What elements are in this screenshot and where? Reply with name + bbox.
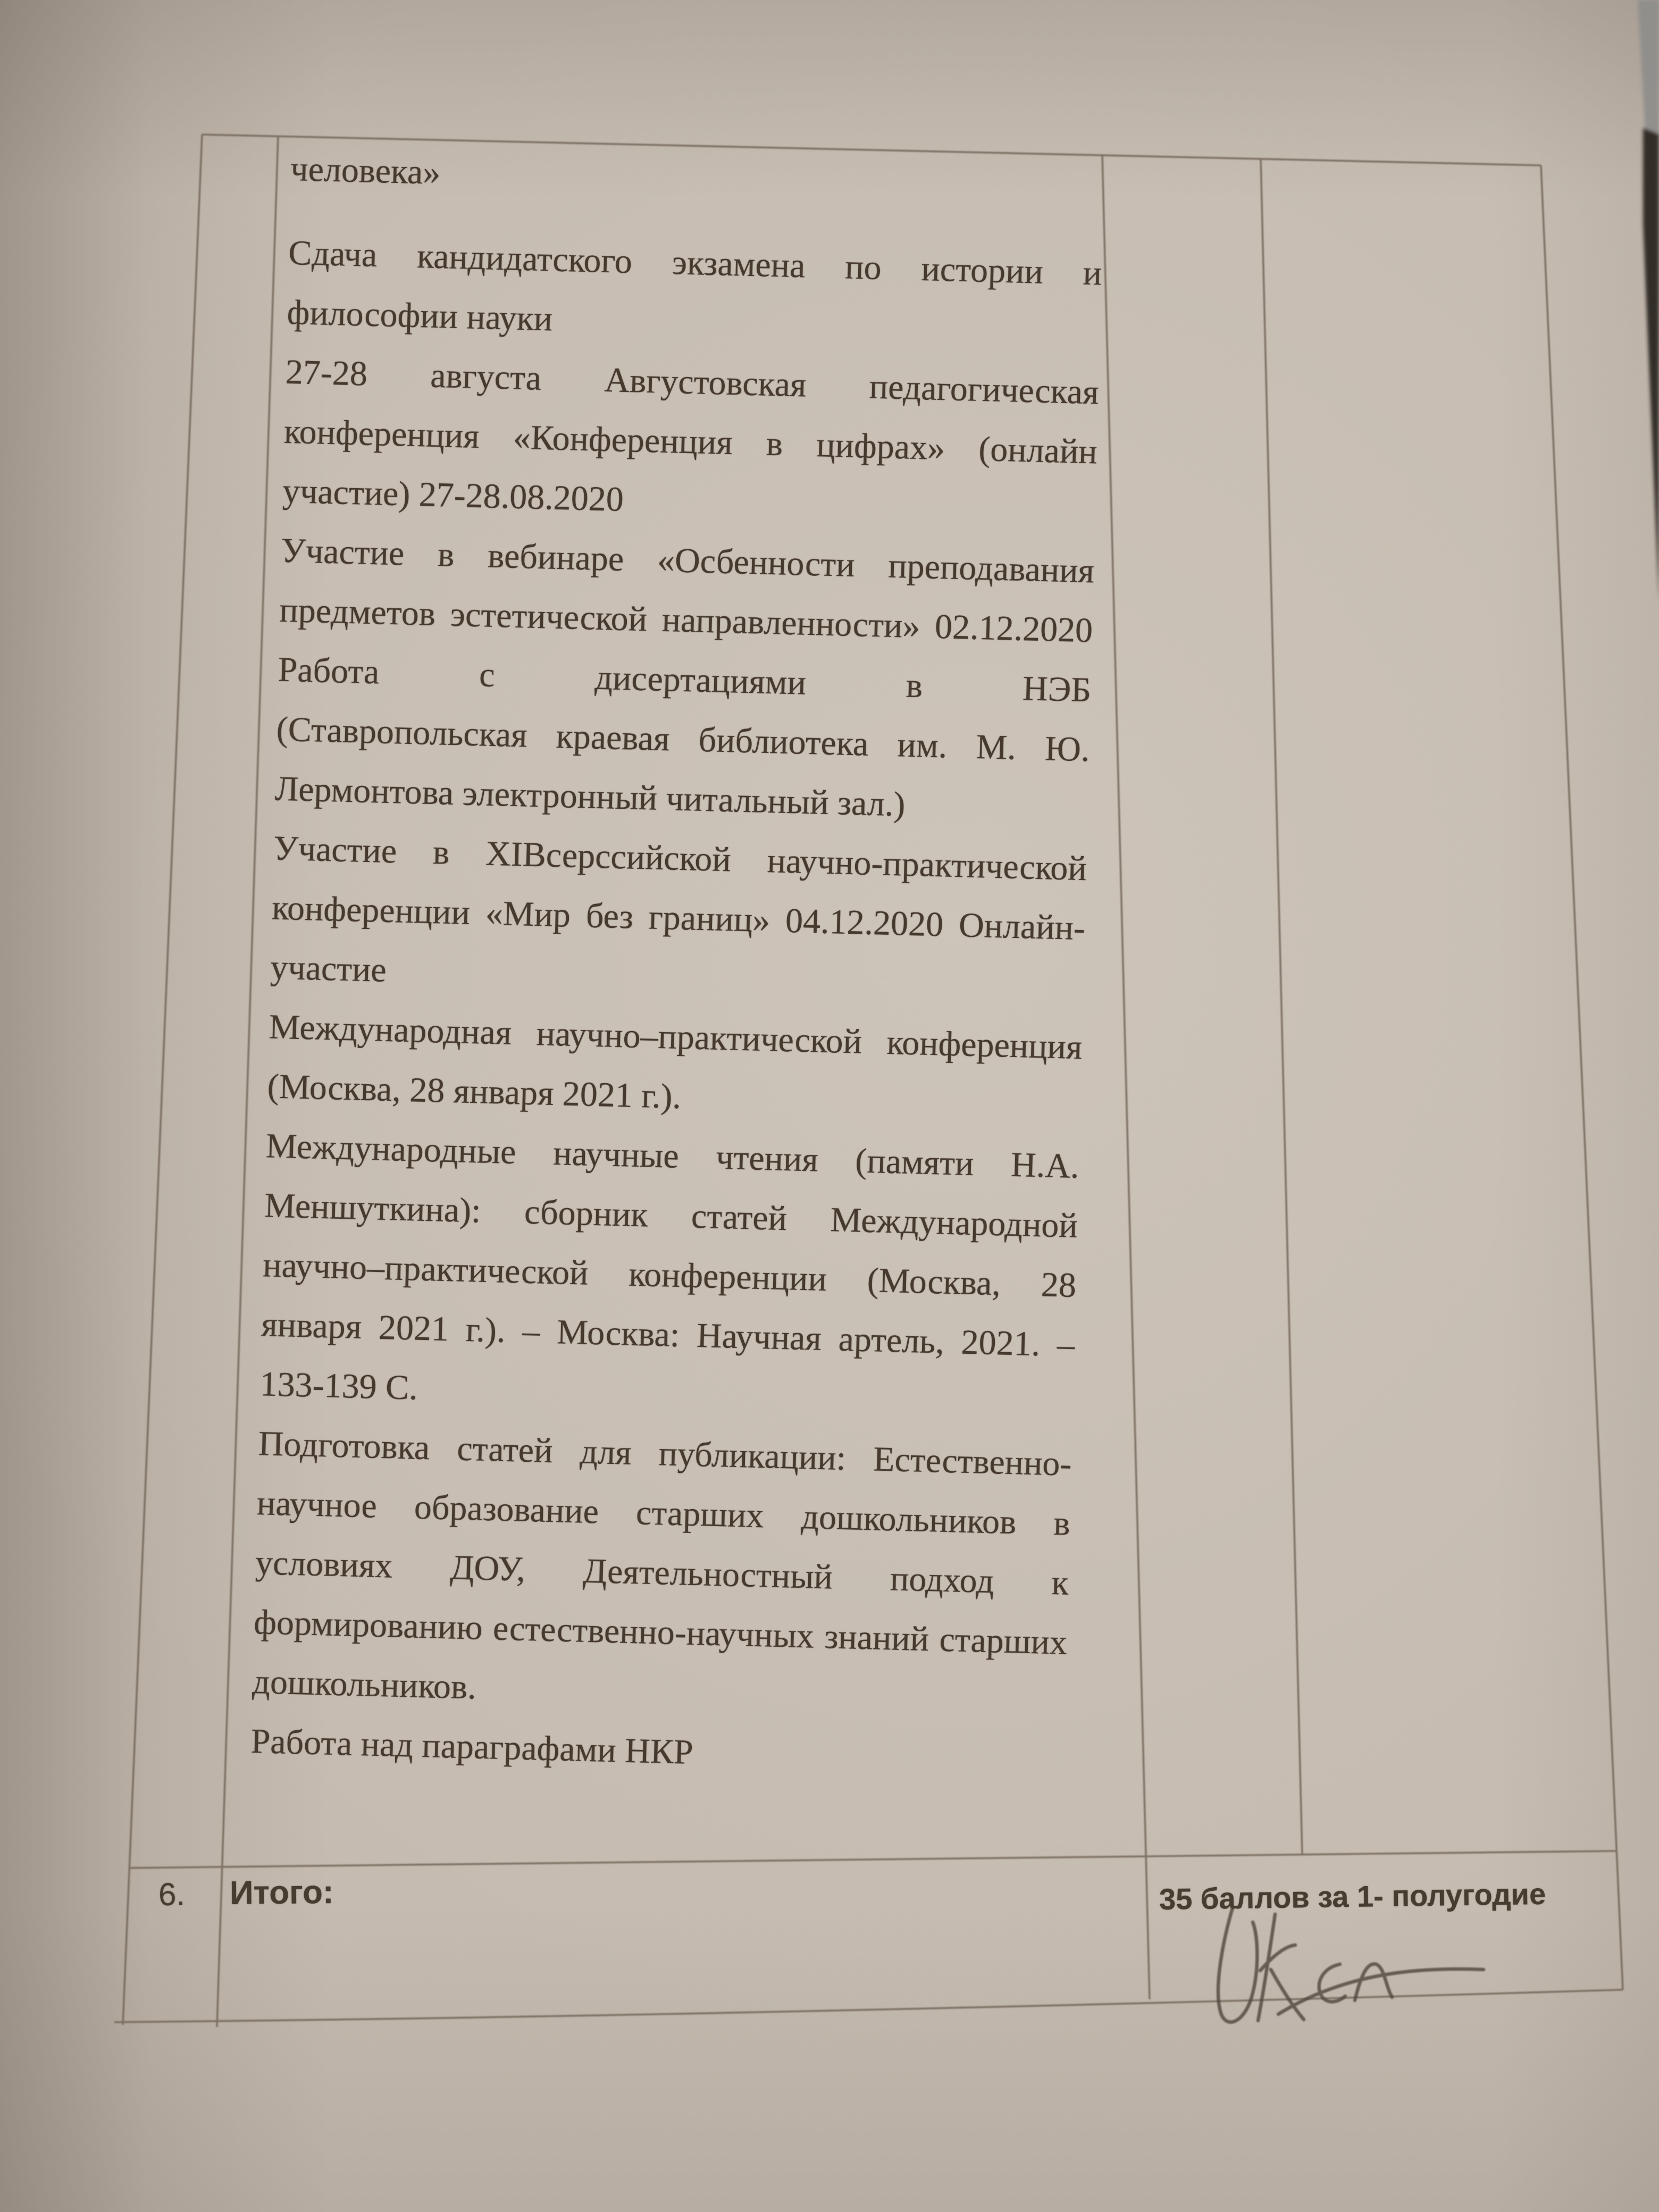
text-line: формированию естественно-научных знаний старших bbox=[253, 1603, 1068, 1662]
text-line: дошкольников. bbox=[252, 1662, 477, 1707]
activity-list-cell bbox=[250, 139, 1104, 1792]
text-line: Работа с дисертациями в НЭБ bbox=[277, 650, 1092, 710]
text-line: 27-28 августа Августовская педагогическая bbox=[285, 352, 1100, 412]
text-line: Работа над параграфами НКР bbox=[250, 1722, 694, 1772]
total-label: Итого: bbox=[229, 1873, 334, 1912]
text-line: 133-139 С. bbox=[259, 1364, 418, 1407]
text-line: научное образование старших дошкольников в bbox=[256, 1484, 1071, 1543]
text-line: участие bbox=[270, 948, 387, 990]
text-line: Сдача кандидатского экзамена по истории и bbox=[288, 233, 1102, 293]
text-line: конференции «Мир без границ» 04.12.2020 Онлайн- bbox=[271, 888, 1086, 948]
text-line: научно–практической конференции (Москва, 28 bbox=[262, 1245, 1077, 1305]
text-line: Подготовка статей для публикации: Естественно- bbox=[257, 1424, 1073, 1484]
text-line: человека» bbox=[290, 149, 441, 192]
text-line: Меншуткина): сборник статей Международной bbox=[264, 1186, 1078, 1246]
text-line: участие) 27-28.08.2020 bbox=[282, 471, 624, 520]
text-line: (Ставропольская краевая библиотека им. М. Ю. bbox=[276, 709, 1091, 769]
text-line: Международная научно–практической конференция bbox=[268, 1007, 1083, 1067]
row-number: 6. bbox=[158, 1876, 186, 1913]
text-line: Участие в XIВсерссийской научно-практической bbox=[273, 828, 1087, 889]
total-value: 35 баллов за 1- полугодие bbox=[1159, 1876, 1546, 1916]
text-line: Участие в вебинаре «Осбенности преподавания bbox=[280, 531, 1095, 591]
text-line: предметов эстетической направленности» 02.12.2020 bbox=[279, 590, 1094, 650]
text-line: Международные научные чтения (памяти Н.А. bbox=[265, 1126, 1080, 1186]
text-line: философии науки bbox=[286, 292, 554, 339]
text-line: конференция «Конференция в цифрах» (онлайн bbox=[283, 412, 1098, 472]
text-line: января 2021 г.). – Москва: Научная артель, 2021. – bbox=[261, 1305, 1075, 1364]
text-line: (Москва, 28 января 2021 г.). bbox=[266, 1067, 682, 1117]
text-line: условиях ДОУ, Деятельностный подход к bbox=[255, 1543, 1069, 1603]
text-line: Лермонтова электронный читальный зал.) bbox=[274, 769, 906, 824]
